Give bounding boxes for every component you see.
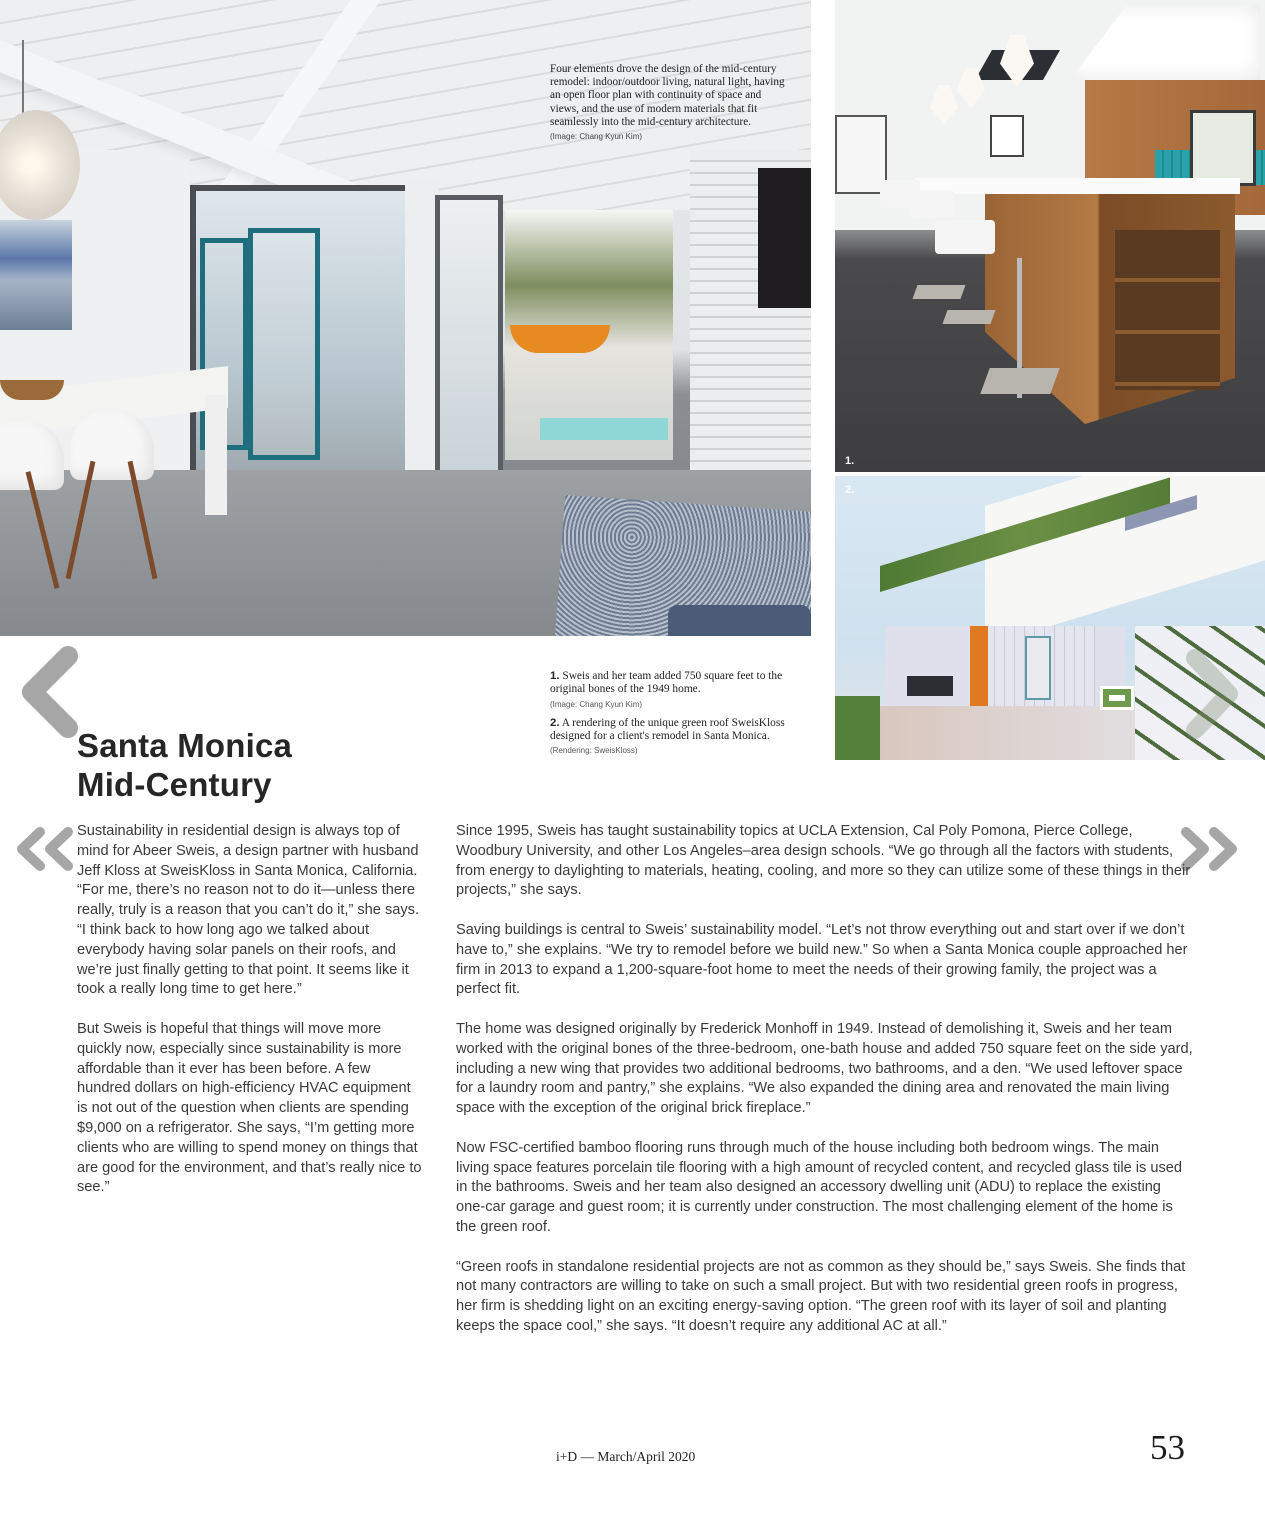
planter bbox=[1100, 686, 1134, 710]
framed-art bbox=[990, 115, 1024, 157]
stool-base bbox=[980, 368, 1059, 394]
stool-base bbox=[912, 285, 965, 299]
folding-door bbox=[248, 228, 320, 460]
caption-credit: (Rendering: SweisKloss) bbox=[550, 746, 638, 756]
photo-captions bbox=[550, 670, 820, 764]
caption-text: A rendering of the unique green roof SweisKloss designed for a client's remodel in Santa Monica. bbox=[550, 716, 785, 743]
kitchen-photo bbox=[835, 0, 1265, 472]
caption-number: 2. bbox=[550, 716, 560, 729]
sofa bbox=[668, 605, 811, 636]
paragraph: The home was designed originally by Frederick Monhoff in 1949. Instead of demolishing it, Sweis and her team worked with the original bones of the three-bedroom, one-bath house and added 750 square feet on the side yard, including a new wing that provides two additional bedrooms, two bathrooms, and a den. “We used leftover space for a laundry room and pantry,” she explains. “We also expanded the dining area and renovated the main living space with the exception of the original brick fireplace.” bbox=[456, 1020, 1193, 1117]
paragraph: Sustainability in residential design is always top of mind for Abeer Sweis, a design partner with husband Jeff Kloss at SweisKloss in Santa Monica, California. “For me, there’s no reason not to do it—unless there really, truly is a reason that you can’t do it,” she says. “I think back to how long ago we talked about everybody having solar panels on their roofs, and we’re just finally getting to that point. It seems like it took a really long time to get here.” bbox=[77, 823, 420, 998]
island-shelves bbox=[1115, 230, 1220, 390]
paragraph: But Sweis is hopeful that things will move more quickly now, especially since sustainability is more affordable than it ever has been before. A few hundred dollars on high-efficiency HVAC equipment is not out of the question when clients are spending $9,000 on a refrigerator. She says, “I’m getting more clients who are willing to spend money on things that are good for the environment, and that’s really nice to see.” bbox=[77, 1020, 422, 1196]
caption-text: Sweis and her team added 750 square feet to the original bones of the 1949 home. bbox=[550, 670, 783, 696]
body-column-right bbox=[456, 822, 1194, 1357]
glass-panel bbox=[435, 195, 503, 490]
pool bbox=[540, 418, 668, 440]
fruit-bowl bbox=[0, 380, 64, 400]
caption-text: Four elements drove the design of the mid-century remodel: indoor/outdoor living, natural light, having an open floor plan with continuity of space and views, and the use of modern materials that fit seamlessly into the mid-century architecture. bbox=[550, 63, 785, 128]
window bbox=[1190, 110, 1256, 186]
paragraph: “Green roofs in standalone residential projects are not as common as they should be,” says Sweis. She finds that not many contractors are willing to take on such a small project. But with two residential green roofs in progress, her firm is shedding light on an exciting energy-saving option. “The green roof with its layer of soil and planting keeps the space cool,” she says. “It doesn’t require any additional AC at all.” bbox=[456, 1258, 1186, 1334]
grill bbox=[907, 676, 953, 696]
headline-line: Santa Monica bbox=[77, 727, 293, 764]
chevron-left-icon[interactable] bbox=[18, 646, 80, 738]
caption-credit: (Image: Chang Kyun Kim) bbox=[550, 699, 643, 709]
lawn bbox=[835, 696, 880, 760]
television bbox=[758, 168, 811, 308]
photo-number: 1. bbox=[845, 455, 855, 467]
pillar bbox=[405, 180, 439, 500]
bar-stool bbox=[935, 220, 995, 254]
dining-chair bbox=[70, 410, 154, 480]
publication-folio: i+D — March/April 2020 bbox=[556, 1449, 696, 1464]
paragraph: Since 1995, Sweis has taught sustainability topics at UCLA Extension, Cal Poly Pomona, Pierce College, Woodbury University, and other Los Angeles–area design schools. “We go through all the factors with students, from energy to daylighting to materials, heating, cooling, and more so they can utilize some of these things in their projects,” she says. bbox=[456, 823, 1191, 899]
photo-number: 2. bbox=[845, 484, 855, 496]
article-headline bbox=[77, 726, 417, 804]
paragraph: Saving buildings is central to Sweis’ sustainability model. “Let’s not throw everything out and start over if we don’t have to,” she explains. “We try to remodel before we build new.” So when a Santa Monica couple approached her firm in 2013 to expand a 1,200-square-foot home to meet the needs of their growing family, the project was a perfect fit. bbox=[456, 921, 1188, 998]
door bbox=[1025, 636, 1051, 700]
stool-base bbox=[942, 310, 995, 324]
caption-1 bbox=[550, 670, 820, 711]
caption-2 bbox=[550, 717, 820, 758]
table-leg bbox=[205, 395, 227, 515]
living-room-caption bbox=[550, 63, 790, 143]
paragraph: Now FSC-certified bamboo flooring runs through much of the house including both bedroom wings. The main living space features porcelain tile flooring with a high amount of recycled content, and recycled glass tile is used in the bathrooms. Sweis and her team also designed an accessory dwelling unit (ADU) to replace the existing one-car garage and guest room; it is currently under construction. The most challenging element of the home is the green roof. bbox=[456, 1139, 1183, 1235]
body-column-left bbox=[77, 822, 422, 1218]
caption-number: 1. bbox=[550, 670, 560, 682]
chevron-right-icon[interactable] bbox=[1183, 648, 1243, 740]
photo-credit: (Image: Chang Kyun Kim) bbox=[550, 132, 643, 142]
double-chevron-left-icon[interactable] bbox=[14, 826, 76, 872]
bar-stool bbox=[910, 190, 954, 218]
orange-awning bbox=[510, 325, 610, 353]
page-number: 53 bbox=[1150, 1428, 1185, 1467]
countertop bbox=[915, 178, 1240, 194]
headline-line: Mid-Century bbox=[77, 766, 272, 803]
wall-art bbox=[0, 220, 72, 330]
